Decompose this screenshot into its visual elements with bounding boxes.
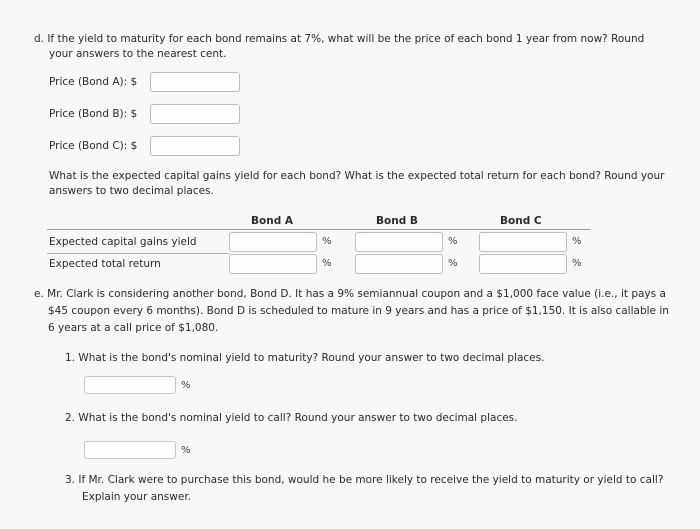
- part-e-line3: 6 years at a call price of $1,080.: [48, 322, 219, 334]
- capital-gains-bond-c-input[interactable]: [479, 232, 567, 252]
- ytc-percent-unit: %: [181, 445, 191, 456]
- total-return-bond-b-input[interactable]: [355, 254, 443, 274]
- row-capital-gains-label: Expected capital gains yield: [49, 236, 197, 248]
- price-c-input[interactable]: [150, 136, 240, 156]
- price-b-label: Price (Bond B): $: [49, 108, 138, 120]
- row-total-return-label: Expected total return: [49, 258, 161, 270]
- ytc-input[interactable]: [84, 441, 176, 459]
- part-e-line2: $45 coupon every 6 months). Bond D is scheduled to mature in 9 years and has a price of $1,150. It is also callable in: [48, 305, 669, 317]
- header-bond-b: Bond B: [376, 215, 418, 227]
- part-e-question1: 1. What is the bond's nominal yield to maturity? Round your answer to two decimal places.: [65, 352, 545, 364]
- header-bond-a: Bond A: [251, 215, 293, 227]
- price-c-label: Price (Bond C): $: [49, 140, 138, 152]
- capital-gains-bond-a-input[interactable]: [229, 232, 317, 252]
- capital-gains-bond-b-input[interactable]: [355, 232, 443, 252]
- part-d-question2-line2: answers to two decimal places.: [49, 185, 214, 197]
- ytm-percent-unit: %: [181, 380, 191, 391]
- price-a-input[interactable]: [150, 72, 240, 92]
- part-e-question3-line2: Explain your answer.: [82, 491, 192, 503]
- table-header-rule: [47, 229, 590, 230]
- part-e-question3-line1: 3. If Mr. Clark were to purchase this bond, would he be more likely to receive the yield to maturity or yield to call?: [65, 474, 664, 486]
- total-return-bond-a-input[interactable]: [229, 254, 317, 274]
- part-d-question2-line1: What is the expected capital gains yield for each bond? What is the expected total return for each bond? Round your: [49, 170, 665, 182]
- part-d-question-line2: your answers to the nearest cent.: [49, 48, 227, 60]
- percent-unit: %: [448, 258, 458, 269]
- part-d-question-line1: d. If the yield to maturity for each bond remains at 7%, what will be the price of each bond 1 year from now? Round: [34, 33, 645, 45]
- total-return-bond-c-input[interactable]: [479, 254, 567, 274]
- percent-unit: %: [572, 258, 582, 269]
- price-b-input[interactable]: [150, 104, 240, 124]
- price-a-label: Price (Bond A): $: [49, 76, 138, 88]
- header-bond-c: Bond C: [500, 215, 542, 227]
- part-e-line1: e. Mr. Clark is considering another bond, Bond D. It has a 9% semiannual coupon and a $1,000 face value (i.e., it pays a: [34, 288, 666, 300]
- row-separator: [47, 253, 229, 254]
- percent-unit: %: [572, 236, 582, 247]
- percent-unit: %: [322, 236, 332, 247]
- percent-unit: %: [448, 236, 458, 247]
- percent-unit: %: [322, 258, 332, 269]
- ytm-input[interactable]: [84, 376, 176, 394]
- part-e-question2: 2. What is the bond's nominal yield to call? Round your answer to two decimal places.: [65, 412, 518, 424]
